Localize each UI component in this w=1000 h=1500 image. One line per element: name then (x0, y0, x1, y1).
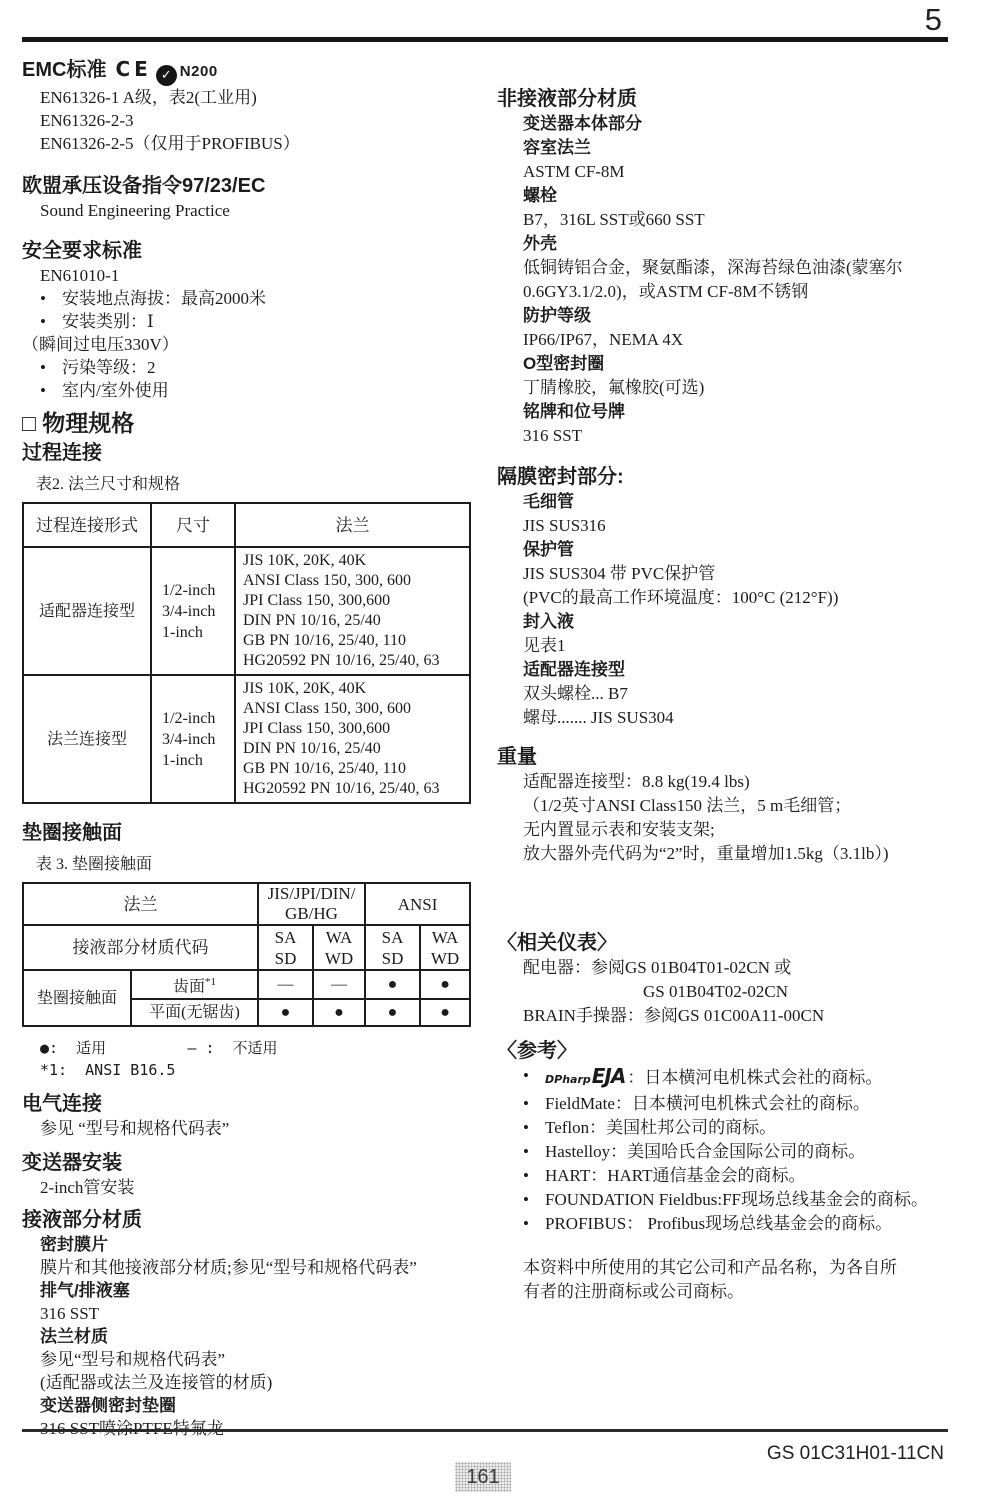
reference-heading: 〈参考〉 (497, 1040, 577, 1062)
related-line: GS 01B04T02-02CN (643, 982, 788, 1001)
related-line: 配电器：参阅GS 01B04T01-02CN 或 (523, 958, 792, 977)
top-rule (22, 37, 948, 42)
physical-spec-heading: □ 物理规格 (22, 410, 135, 436)
face-cell: 齿面$^{*1}$ (131, 970, 258, 999)
spec-value: 双头螺栓... B7 (523, 684, 628, 703)
spec-value: 见表1 (523, 636, 566, 655)
material-code-header-cell: 接液部分材质代码 (23, 925, 258, 970)
electrical-heading: 电气连接 (22, 1093, 102, 1116)
spec-value: ASTM CF-8M (523, 162, 625, 181)
bullet-icon: • (523, 1066, 529, 1085)
emc-line: EN61326-2-5（仅用于PROFIBUS） (40, 134, 300, 153)
spec-value: 螺母....... JIS SUS304 (523, 708, 674, 727)
spec-value: 316 SST (40, 1304, 100, 1324)
process-connection-heading: 过程连接 (22, 442, 102, 464)
code-cell: SA SD (365, 925, 420, 970)
reference-item (497, 1140, 975, 1164)
code-cell: WA WD (313, 925, 365, 970)
size-cell: 1/2-inch 3/4-inch 1-inch (151, 547, 235, 675)
weight-line: 无内置显示表和安装支架; (523, 820, 715, 839)
table-header-cell: 法兰 (235, 503, 470, 547)
safety-heading: 安全要求标准 (22, 240, 142, 262)
ctick-label: N200 (179, 63, 218, 80)
weight-line: （1/2英寸ANSI Class150 法兰，5 m毛细管； (523, 796, 852, 815)
safety-item (22, 287, 472, 310)
spec-label: 适配器连接型 (523, 660, 625, 679)
connection-type-cell: 法兰连接型 (23, 675, 151, 803)
spec-label: 变送器侧密封垫圈 (40, 1396, 176, 1416)
spec-sublabel: 变送器本体部分 (523, 114, 642, 133)
flange-cell: JIS 10K, 20K, 40K ANSI Class 150, 300, 600 JPI Class 150, 300,600 DIN PN 10/16, 25/40 GB PN 10/16, 25/40, 110 HG20592 PN 10/16, 25/40, 63 (235, 547, 470, 675)
code-cell: SA SD (258, 925, 313, 970)
spec-value: 316 SST (523, 426, 583, 445)
reference-item-text: PROFIBUS： Profibus现场总线基金会的商标。 (545, 1214, 893, 1233)
right-column (497, 50, 975, 1304)
value-cell: ● (365, 970, 420, 999)
safety-note: （瞬间过电压330V） (22, 335, 179, 354)
bottom-rule (22, 1429, 948, 1432)
spec-value: 0.6GY3.1/2.0)，或ASTM CF-8M不锈钢 (523, 282, 809, 301)
bullet-icon: • (523, 1118, 529, 1137)
reference-item (497, 1092, 975, 1116)
table3-caption: 表 3. 垫圈接触面 (36, 856, 153, 873)
spec-value: 丁腈橡胶，氟橡胶(可选) (523, 378, 705, 397)
nonwetted-heading: 非接液部分材质 (497, 88, 637, 110)
table2-caption: 表2. 法兰尺寸和规格 (36, 476, 181, 493)
bullet-icon: • (523, 1214, 529, 1233)
safety-item-text: 安装类别：Ⅰ (62, 312, 154, 331)
table-header-cell: 过程连接形式 (23, 503, 151, 547)
ctick-icon: ✓ (156, 65, 177, 86)
spec-label: 排气/排液塞 (40, 1281, 130, 1301)
diaphragm-heading: 隔膜密封部分: (497, 466, 624, 488)
spec-value: B7，316L SST或660 SST (523, 210, 705, 229)
safety-item (22, 379, 472, 402)
table-row (23, 547, 470, 675)
emc-line: EN61326-2-3 (40, 111, 134, 130)
spec-label: O型密封圈 (523, 354, 605, 373)
weight-line: 放大器外壳代码为“2”时，重量增加1.5kg（3.1lb）) (523, 844, 889, 863)
mounting-line: 2-inch管安装 (40, 1178, 135, 1198)
value-cell: ● (258, 999, 313, 1026)
eja-logo: EJA (591, 1064, 626, 1088)
spec-label: 毛细管 (523, 492, 574, 511)
ped-line: Sound Engineering Practice (40, 201, 230, 220)
face-cell: 平面(无锯齿) (131, 999, 258, 1026)
bullet-icon: • (40, 358, 46, 377)
table-header-cell: 尺寸 (151, 503, 235, 547)
ansi-group-header-cell: ANSI (365, 883, 470, 925)
ce-mark-icon: CE (115, 57, 152, 81)
bullet-icon: • (40, 289, 46, 308)
table3-legend: ●: 适用 — : 不适用 (40, 1039, 278, 1058)
spec-label: 法兰材质 (40, 1327, 108, 1347)
bullet-icon: • (40, 312, 46, 331)
page-number: 5 (924, 2, 942, 37)
dpharp-logo: DPharp (545, 1073, 591, 1086)
flange-cell: JIS 10K, 20K, 40K ANSI Class 150, 300, 600 JPI Class 150, 300,600 DIN PN 10/16, 25/40 GB PN 10/16, 25/40, 110 HG20592 PN 10/16, 25/40, 63 (235, 675, 470, 803)
size-cell: 1/2-inch 3/4-inch 1-inch (151, 675, 235, 803)
safety-intro: EN61010-1 (40, 266, 120, 285)
emc-line: EN61326-1 A级，表2(工业用) (40, 88, 257, 107)
reference-item-text: Hastelloy：美国哈氏合金国际公司的商标。 (545, 1142, 866, 1161)
reference-item (497, 1212, 975, 1236)
spec-value: (适配器或法兰及连接管的材质) (40, 1373, 273, 1393)
spec-value: 参见“型号和规格代码表” (40, 1350, 226, 1370)
value-cell: ● (313, 999, 365, 1026)
emc-title: EMC标准 (22, 59, 107, 81)
spec-label: 外壳 (523, 234, 557, 253)
safety-item-text: 污染等级：2 (62, 358, 156, 377)
value-cell: ● (420, 999, 470, 1026)
table-row (23, 675, 470, 803)
spec-value: JIS SUS304 带 PVC保护管 (523, 564, 716, 583)
connection-type-cell: 适配器连接型 (23, 547, 151, 675)
safety-item-text: 室内/室外使用 (62, 381, 169, 400)
gasket-contact-table (22, 882, 471, 1027)
emc-heading (22, 56, 472, 86)
reference-item-text: Teflon：美国杜邦公司的商标。 (545, 1118, 777, 1137)
spec-label: 容室法兰 (523, 138, 591, 157)
weight-line: 适配器连接型：8.8 kg(19.4 lbs) (523, 772, 750, 791)
gasket-heading: 垫圈接触面 (22, 822, 122, 844)
spec-label: 密封膜片 (40, 1235, 108, 1255)
reference-item (497, 1064, 975, 1092)
bullet-icon: • (523, 1142, 529, 1161)
value-cell: ● (420, 970, 470, 999)
mounting-heading: 变送器安装 (22, 1152, 122, 1175)
related-instruments-heading: 〈相关仪表〉 (497, 932, 617, 954)
spec-value: IP66/IP67，NEMA 4X (523, 330, 684, 349)
table3-footnote: *1: ANSI B16.5 (40, 1061, 176, 1080)
trademark-note: 本资料中所使用的其它公司和产品名称，为各自所 (523, 1258, 897, 1277)
table-header-row (23, 883, 470, 925)
reference-item (497, 1188, 975, 1212)
spec-value: 低铜铸铝合金，聚氨酯漆，深海苔绿色油漆(蒙塞尔 (523, 258, 903, 277)
table-header-row (23, 925, 470, 970)
row-label-cell: 垫圈接触面 (23, 970, 131, 1026)
electrical-line: 参见 “型号和规格代码表” (40, 1119, 230, 1139)
spec-label: 螺栓 (523, 186, 557, 205)
left-column (22, 50, 472, 1440)
spec-label: 防护等级 (523, 306, 591, 325)
table-row (23, 970, 470, 999)
bullet-icon: • (523, 1094, 529, 1113)
wetted-heading: 接液部分材质 (22, 1209, 142, 1232)
code-cell: WA WD (420, 925, 470, 970)
reference-item (497, 1116, 975, 1140)
bullet-icon: • (523, 1190, 529, 1209)
reference-item-text: FieldMate：日本横河电机株式会社的商标。 (545, 1094, 870, 1113)
bullet-icon: • (523, 1166, 529, 1185)
flange-size-table (22, 502, 471, 804)
spec-value: JIS SUS316 (523, 516, 606, 535)
value-cell: — (313, 970, 365, 999)
safety-item (22, 356, 472, 379)
spec-value: (PVC的最高工作环境温度：100°C (212°F)) (523, 588, 839, 607)
reference-item-text: FOUNDATION Fieldbus:FF现场总线基金会的商标。 (545, 1190, 928, 1209)
reference-item-text: DPharpEJA ：日本横河电机株式会社的商标。 (545, 1064, 883, 1088)
value-cell: — (258, 970, 313, 999)
bullet-icon: • (40, 381, 46, 400)
jis-group-header-cell: JIS/JPI/DIN/ GB/HG (258, 883, 365, 925)
reference-item (497, 1164, 975, 1188)
spec-value: 膜片和其他接液部分材质;参见“型号和规格代码表” (40, 1258, 417, 1278)
trademark-note: 有者的注册商标或公司商标。 (523, 1282, 744, 1301)
reference-item-text: HART：HART通信基金会的商标。 (545, 1166, 806, 1185)
safety-item-text: 安装地点海拔：最高2000米 (62, 289, 266, 308)
footer-page-number: 161 (455, 1462, 511, 1492)
table-header-row (23, 503, 470, 547)
related-line: BRAIN手操器：参阅GS 01C00A11-00CN (523, 1006, 825, 1025)
ped-heading: 欧盟承压设备指令97/23/EC (22, 175, 266, 197)
flange-header-cell: 法兰 (23, 883, 258, 925)
document-number: GS 01C31H01-11CN (766, 1443, 944, 1464)
spec-label: 铭牌和位号牌 (523, 402, 625, 421)
safety-item (22, 310, 472, 333)
spec-label: 保护管 (523, 540, 574, 559)
value-cell: ● (365, 999, 420, 1026)
spec-label: 封入液 (523, 612, 574, 631)
weight-heading: 重量 (497, 746, 537, 768)
